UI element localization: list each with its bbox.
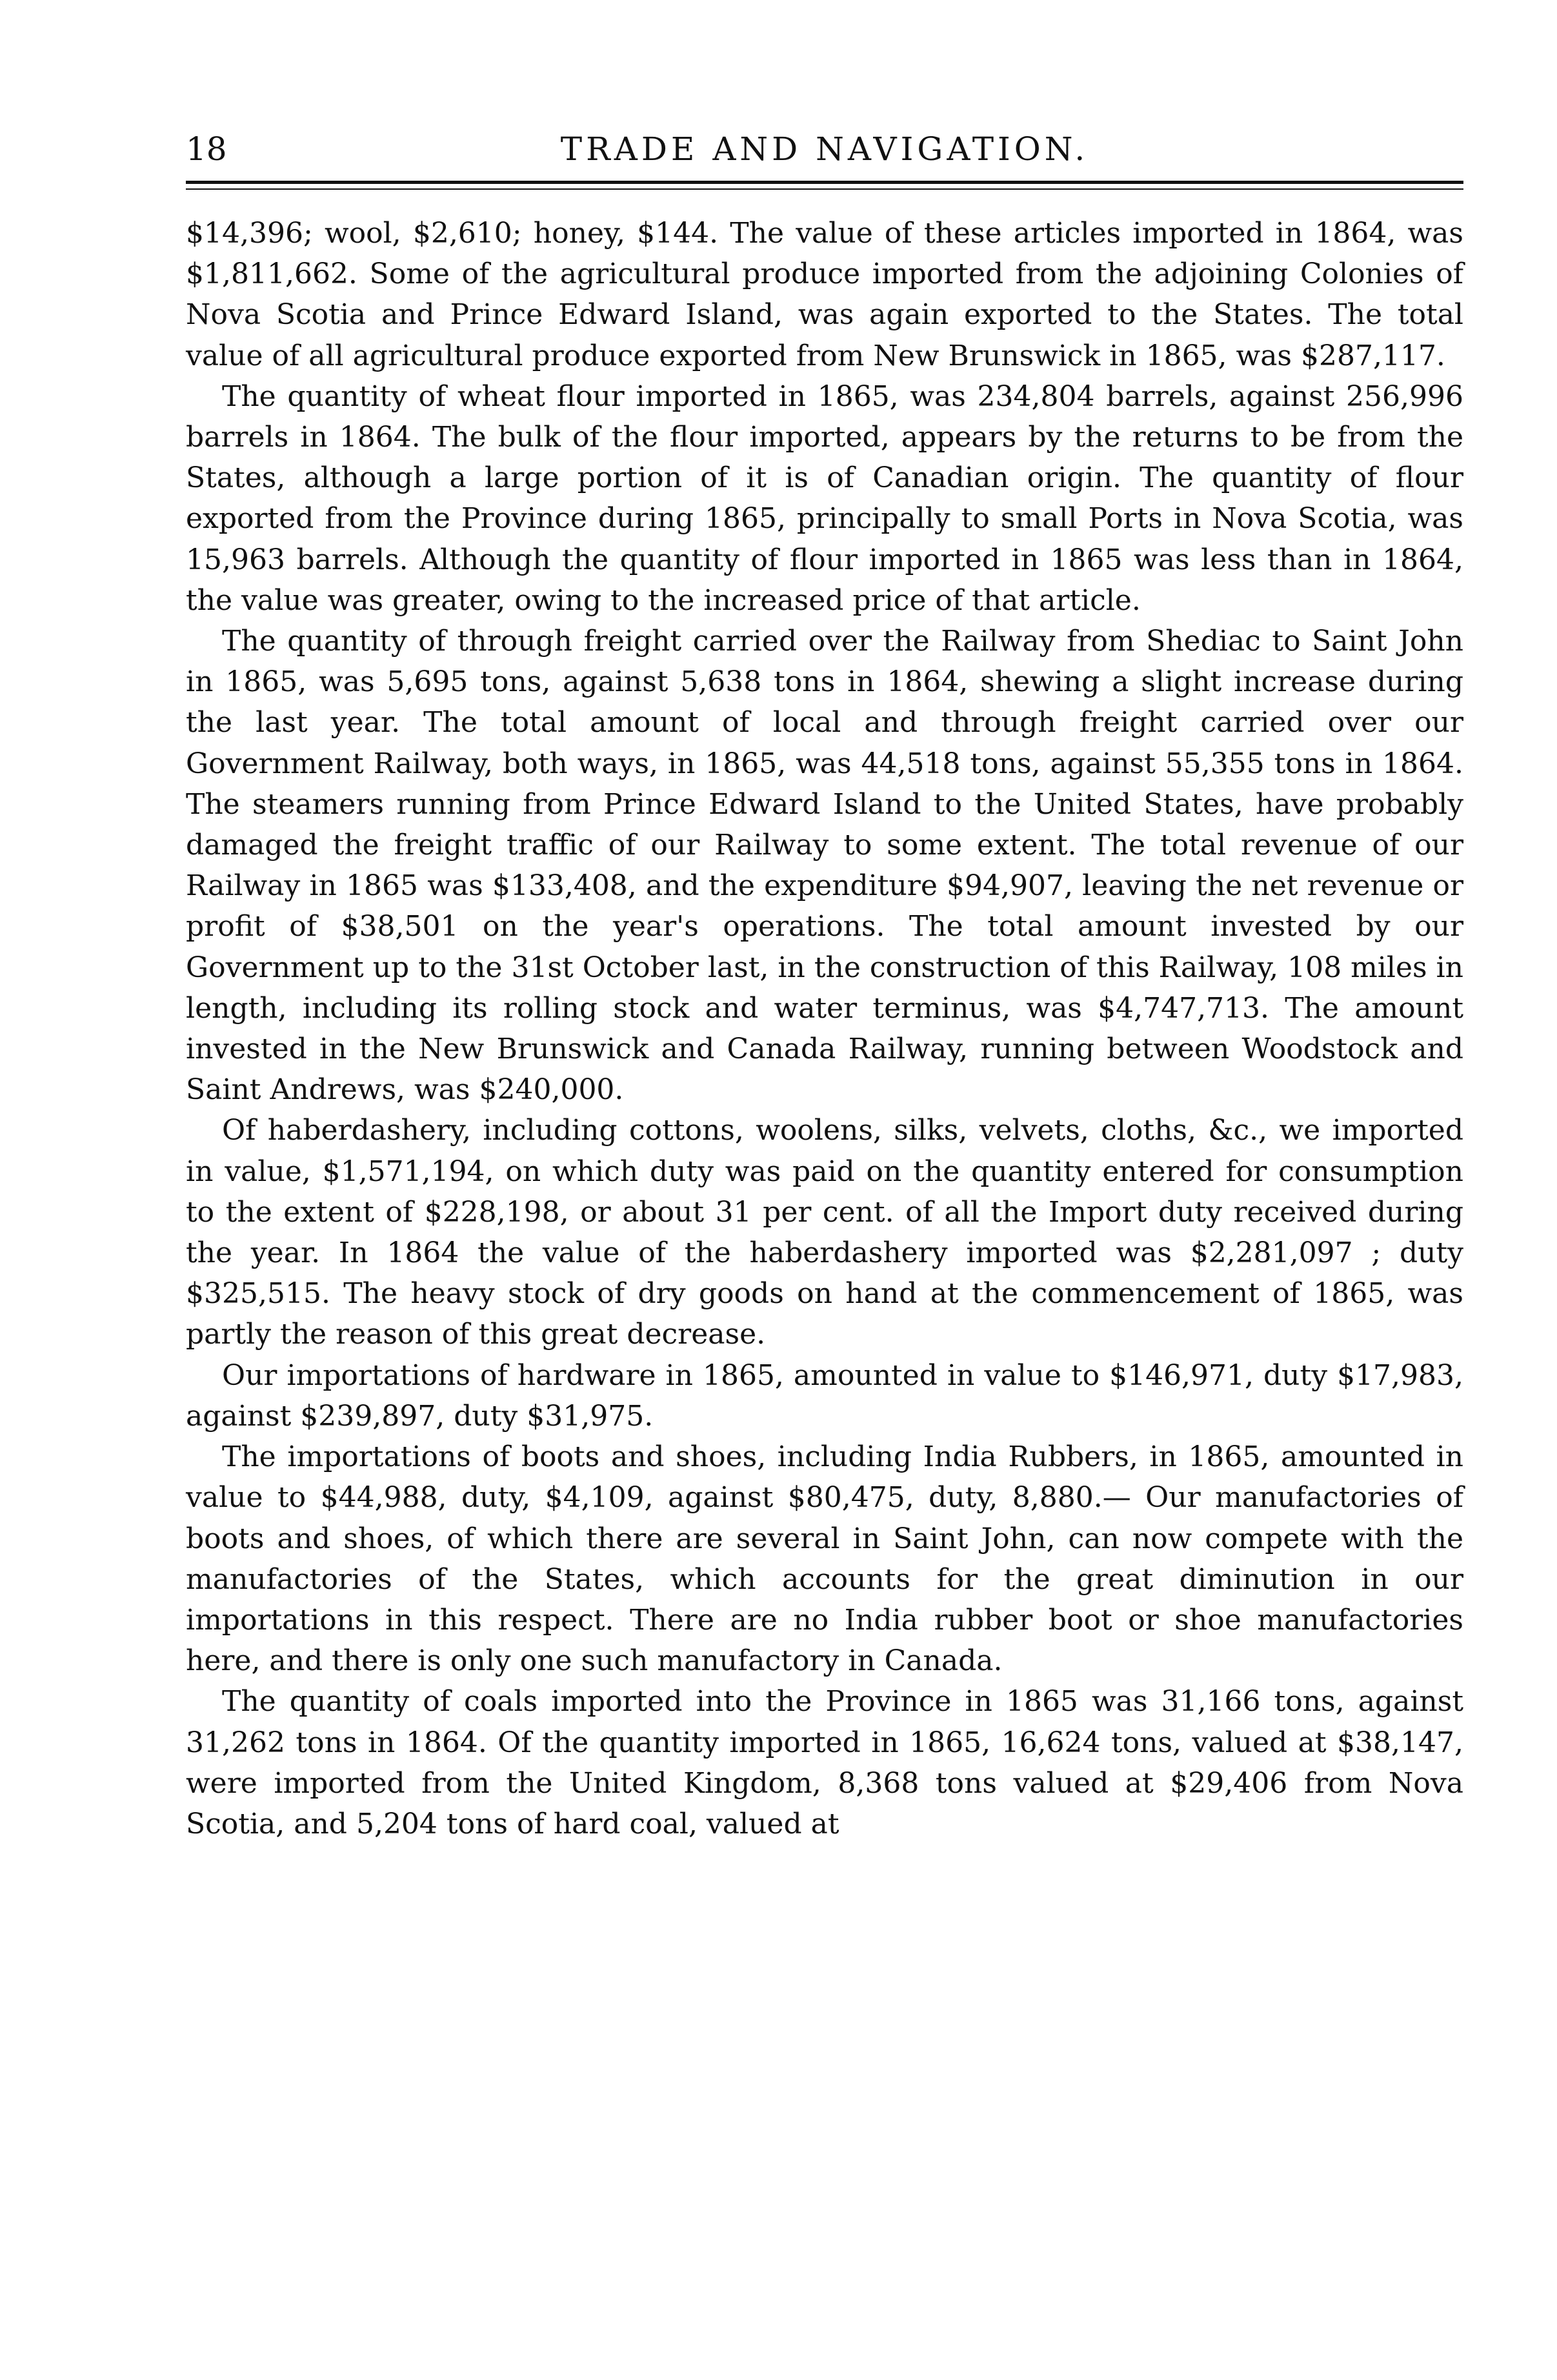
paragraph-haberdashery: Of haberdashery, including cottons, woolens, silks, velvets, cloths, &c., we imported in value, $1,571,194, on which duty was paid on the quantity entered for consumption to the extent of $228,198, or about 31 per cent. of all the Import duty received during the year. In 1864 the value of the haberdashery imported was $2,281,097 ; duty $325,515. The heavy stock of dry goods on hand at the commencement of 1865, was partly the reason of this great decrease. bbox=[186, 1114, 1463, 1351]
paragraph-railway-freight: The quantity of through freight carried over the Railway from Shediac to Saint John in 1865, was 5,695 tons, against 5,638 tons in 1864, shewing a slight increase during the last year. The total amount of local and through freight carried over our Government Railway, both ways, in 1865, was 44,518 tons, against 55,355 tons in 1864. The steamers running from Prince Edward Island to the United States, have probably damaged the freight traffic of our Railway to some extent. The total revenue of our Railway in 1865 was $133,408, and the expenditure $94,907, leaving the net revenue or profit of $38,501 on the year's operations. The total amount invested by our Government up to the 31st October last, in the construction of this Railway, 108 miles in length, including its rolling stock and water terminus, was $4,747,713. The amount invested in the New Brunswick and Canada Railway, running between Woodstock and Saint Andrews, was $240,000. bbox=[186, 625, 1463, 1107]
header-rule-thick bbox=[186, 181, 1463, 184]
paragraph-hardware: Our importations of hardware in 1865, amounted in value to $146,971, duty $17,983, against $239,897, duty $31,975. bbox=[186, 1358, 1463, 1433]
body-text bbox=[186, 213, 1463, 1844]
paragraph-coals: The quantity of coals imported into the Province in 1865 was 31,166 tons, against 31,262 tons in 1864. Of the quantity imported in 1865, 16,624 tons, valued at $38,147, were imported from the United Kingdom, 8,368 tons valued at $29,406 from Nova Scotia, and 5,204 tons of hard coal, valued at bbox=[186, 1685, 1463, 1840]
paragraph-wheat-flour: The quantity of wheat flour imported in 1865, was 234,804 barrels, against 256,996 barrels in 1864. The bulk of the flour imported, appears by the returns to be from the States, although a large portion of it is of Canadian origin. The quantity of flour exported from the Province during 1865, principally to small Ports in Nova Scotia, was 15,963 barrels. Although the quantity of flour imported in 1865 was less than in 1864, the value was greater, owing to the increased price of that article. bbox=[186, 379, 1463, 617]
running-head: TRADE AND NAVIGATION. bbox=[560, 130, 1089, 168]
page-number: 18 bbox=[186, 130, 227, 168]
page-header bbox=[186, 126, 1463, 172]
header-rule-thin bbox=[186, 188, 1463, 190]
paragraph-boots-and-shoes: The importations of boots and shoes, including India Rubbers, in 1865, amounted in value to $44,988, duty, $4,109, against $80,475, duty, 8,880.— Our manufactories of boots and shoes, of which there are several in Saint John, can now compete with the manufactories of the States, which accounts for the great diminution in our importations in this respect. There are no India rubber boot or shoe manufactories here, and there is only one such manufactory in Canada. bbox=[186, 1440, 1463, 1678]
paragraph-agricultural-produce: $14,396; wool, $2,610; honey, $144. The value of these articles imported in 1864, was $1,811,662. Some of the agricultural produce imported from the adjoining Colonies of Nova Scotia and Prince Edward Island, was again exported to the States. The total value of all agricultural produce exported from New Brunswick in 1865, was $287,117. bbox=[186, 217, 1463, 372]
